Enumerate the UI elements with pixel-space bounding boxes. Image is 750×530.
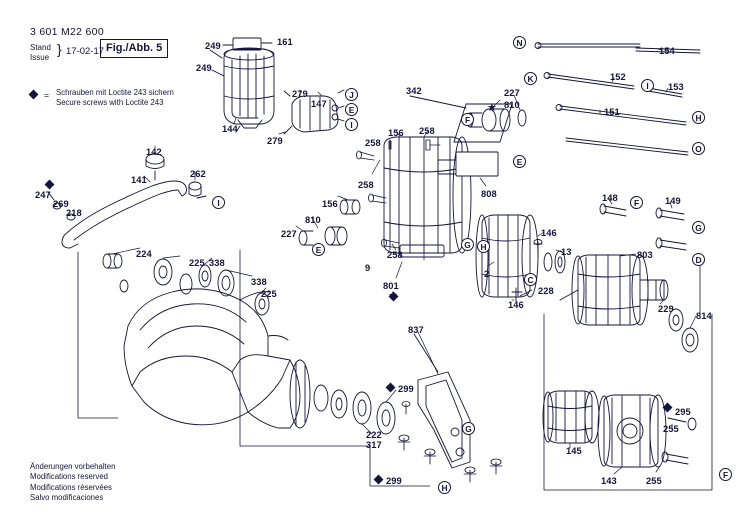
callout-letter-I: I xyxy=(212,196,225,209)
star-marker-icon: ★ xyxy=(388,290,398,302)
figure-label: Fig./Abb. 5 xyxy=(100,39,168,58)
part-number-13: 13 xyxy=(561,247,572,257)
part-number-218: 218 xyxy=(66,208,82,218)
part-number-152: 152 xyxy=(610,72,626,82)
part-number-808: 808 xyxy=(481,189,497,199)
part-number-338: 338 xyxy=(209,258,225,268)
part-number-145: 145 xyxy=(566,446,582,456)
callout-letter-G: G xyxy=(461,238,474,251)
footer-line-3: Modifications réservées xyxy=(30,482,112,492)
callout-letter-C: C xyxy=(524,273,537,286)
part-number-258: 258 xyxy=(419,126,435,136)
callout-letter-H: H xyxy=(477,240,490,253)
part-number-227: 227 xyxy=(281,229,297,239)
callout-letter-H: H xyxy=(692,111,705,124)
part-number-338: 338 xyxy=(251,277,267,287)
callout-letter-F: F xyxy=(630,196,643,209)
part-number-249: 249 xyxy=(205,41,221,51)
part-number-144: 144 xyxy=(222,124,238,134)
part-number-222: 222 xyxy=(366,430,382,440)
part-number-249: 249 xyxy=(196,63,212,73)
callout-letter-E: E xyxy=(345,103,358,116)
part-number-269: 269 xyxy=(53,199,69,209)
part-number-247: 247 xyxy=(35,190,51,200)
part-number-837: 837 xyxy=(408,325,424,335)
callout-letter-E: E xyxy=(513,155,526,168)
callout-letter-G: G xyxy=(462,422,475,435)
star-marker-icon: ★ xyxy=(487,102,497,114)
part-number-803: 803 xyxy=(637,250,653,260)
part-number-299: 299 xyxy=(386,476,402,486)
part-number-141: 141 xyxy=(131,175,147,185)
callout-letter-I: I xyxy=(641,79,654,92)
part-number-154: 154 xyxy=(659,46,675,56)
legend-equals: = xyxy=(44,90,49,100)
part-number-255: 255 xyxy=(663,424,679,434)
part-number-225: 225 xyxy=(189,258,205,268)
part-number-2: 2 xyxy=(484,269,490,279)
part-number-317: 317 xyxy=(366,440,382,450)
part-number-279: 279 xyxy=(267,136,283,146)
footer-line-4: Salvo modificaciones xyxy=(30,493,104,503)
callout-letter-O: O xyxy=(692,142,705,155)
part-number-9: 9 xyxy=(365,263,371,273)
legend-line-en: Secure screws with Loctite 243 xyxy=(56,98,164,107)
footer-line-1: Änderungen vorbehalten xyxy=(30,462,116,471)
part-number-161: 161 xyxy=(277,37,293,47)
part-number-156: 156 xyxy=(322,199,338,209)
callout-letter-G: G xyxy=(692,221,705,234)
part-number-299: 299 xyxy=(398,384,414,394)
footer-line-2: Modifications reserved xyxy=(30,472,109,482)
callout-letter-K: K xyxy=(524,72,537,85)
part-number-146: 146 xyxy=(541,228,557,238)
brace-glyph: } xyxy=(57,41,62,57)
part-number-810: 810 xyxy=(504,100,520,110)
part-number-262: 262 xyxy=(190,169,206,179)
part-number-255: 255 xyxy=(646,476,662,486)
callout-letter-F: F xyxy=(719,468,732,481)
part-number-258: 258 xyxy=(365,138,381,148)
legend-line-de: Schrauben mit Loctite 243 sichern xyxy=(56,88,174,97)
part-number-295: 295 xyxy=(675,407,691,417)
part-number-153: 153 xyxy=(668,82,684,92)
callout-letter-D: D xyxy=(692,253,705,266)
part-number-225: 225 xyxy=(261,289,277,299)
callout-letter-N: N xyxy=(513,36,526,49)
part-number-229: 229 xyxy=(658,304,674,314)
part-number-156: 156 xyxy=(388,128,404,138)
part-number-228: 228 xyxy=(538,286,554,296)
part-number-814: 814 xyxy=(696,311,712,321)
issue-label: Issue xyxy=(30,52,50,62)
stand-label: Stand xyxy=(30,43,51,52)
part-number-224: 224 xyxy=(136,249,152,259)
part-number-279: 279 xyxy=(292,89,308,99)
part-number-143: 143 xyxy=(601,476,617,486)
issue-date: 17-02-17 xyxy=(66,46,105,57)
part-number-142: 142 xyxy=(146,147,162,157)
part-number-258: 258 xyxy=(358,180,374,190)
part-number-258: 258 xyxy=(387,250,403,260)
callout-letter-E: E xyxy=(312,243,325,256)
part-number-header: 3 601 M22 600 xyxy=(30,26,104,38)
part-number-146: 146 xyxy=(508,300,524,310)
part-number-342: 342 xyxy=(406,86,422,96)
part-number-148: 148 xyxy=(602,193,618,203)
part-number-151: 151 xyxy=(604,107,620,117)
callout-letter-H: H xyxy=(438,481,451,494)
callout-letter-J: J xyxy=(345,88,358,101)
part-number-227: 227 xyxy=(504,88,520,98)
part-number-147: 147 xyxy=(311,99,327,109)
part-number-149: 149 xyxy=(665,196,681,206)
part-number-801: 801 xyxy=(383,281,399,291)
callout-letter-I: I xyxy=(345,118,358,131)
callout-letter-F: F xyxy=(461,113,474,126)
part-number-810: 810 xyxy=(305,215,321,225)
